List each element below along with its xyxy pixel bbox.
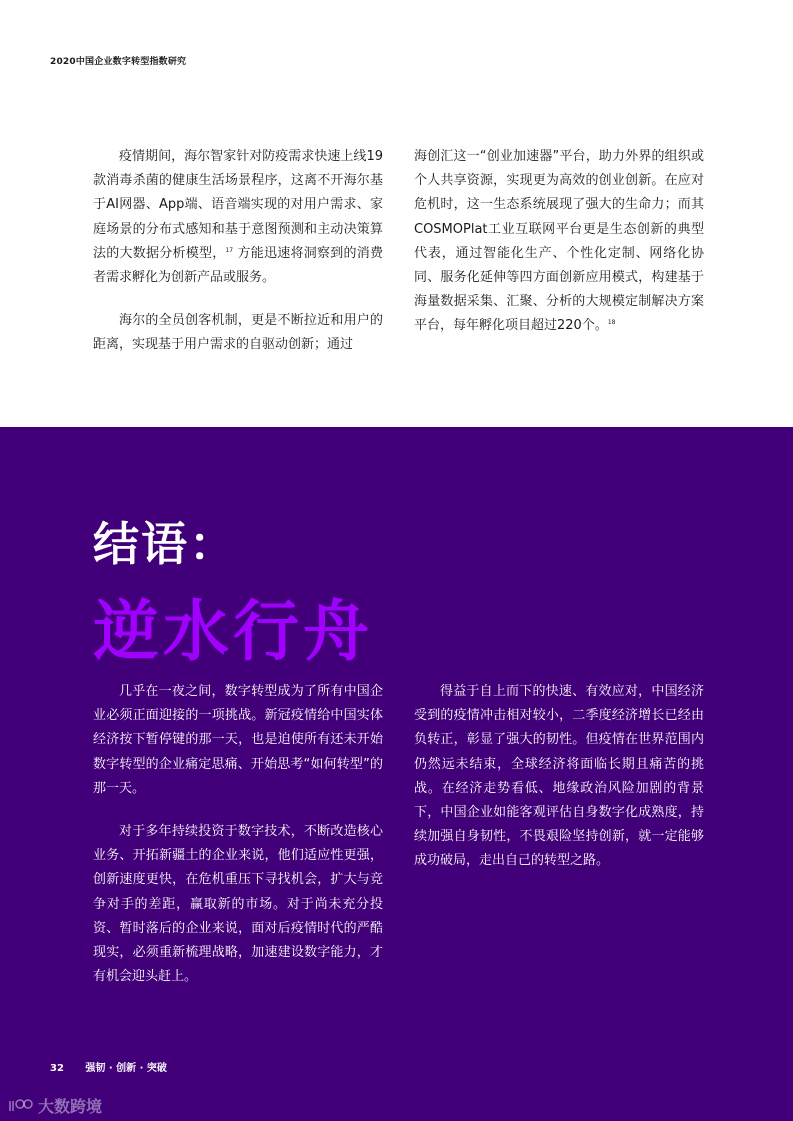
conclusion-heading: 结语： [93, 517, 237, 571]
page-number: 32 [50, 1063, 64, 1074]
conclusion-left-column [93, 680, 383, 989]
footnote-ref: 18 [607, 319, 616, 327]
top-left-column [93, 145, 383, 358]
page-footer [50, 1059, 167, 1074]
paragraph: 海创汇这一“创业加速器”平台，助力外界的组织或个人共享资源，实现更为高效的创业创新。在应对危机时，这一生态系统展现了强大的生命力；而其COSMOPlat工业互联网平台更是生态创新的典型代表，通过智能化生产、个性化定制、网络化协同、服务化延伸等四方面创新应用模式，构建基于海量数据采集、汇聚、分析的大规模定制解决方案平台，每年孵化项目超过220个。$^{18}$ [414, 149, 704, 334]
paragraph: 疫情期间，海尔智家针对防疫需求快速上线19款消毒杀菌的健康生活场景程序，这离不开海尔基于AI网器、App端、语音端实现的对用户需求、家庭场景的分布式感知和基于意图预测和主动决策算法的大数据分析模型，$^{17}$ 方能迅速将洞察到的消费者需求孵化为创新产品或服务。 [93, 149, 383, 286]
logo-icon [8, 1097, 34, 1115]
watermark [8, 1094, 102, 1117]
paragraph: 得益于自上而下的快速、有效应对，中国经济受到的疫情冲击相对较小，二季度经济增长已经由负转正，彰显了强大的韧性。但疫情在世界范围内仍然远未结束，全球经济将面临长期且痛苦的挑战。在经济走势看低、地缘政治风险加剧的背景下，中国企业如能客观评估自身数字化成熟度，持续加强自身韧性，不畏艰险坚持创新，就一定能够成功破局，走出自己的转型之路。 [414, 684, 704, 869]
conclusion-subheading: 逆水行舟 [93, 593, 373, 670]
paragraph: 海尔的全员创客机制，更是不断拉近和用户的距离，实现基于用户需求的自驱动创新；通过 [93, 313, 383, 353]
top-right-column [414, 145, 704, 339]
footnote-ref: 17 [225, 246, 234, 254]
running-title: 2020中国企业数字转型指数研究 [50, 57, 187, 67]
watermark-text: 大数跨境 [38, 1097, 103, 1116]
footer-tagline: 强韧 · 创新 · 突破 [85, 1063, 167, 1074]
paragraph: 几乎在一夜之间，数字转型成为了所有中国企业必须正面迎接的一项挑战。新冠疫情给中国实体经济按下暂停键的那一天，也是迫使所有还未开始数字转型的企业痛定思痛、开始思考“如何转型”的那一天。 [93, 684, 383, 796]
paragraph: 对于多年持续投资于数字技术，不断改造核心业务、开拓新疆土的企业来说，他们适应性更强，创新速度更快，在危机重压下寻找机会，扩大与竞争对手的差距，赢取新的市场。对于尚未充分投资、暂时落后的企业来说，面对后疫情时代的严酷现实，必须重新梳理战略，加速建设数字能力，才有机会迎头赶上。 [93, 824, 383, 985]
conclusion-right-column [414, 680, 704, 874]
